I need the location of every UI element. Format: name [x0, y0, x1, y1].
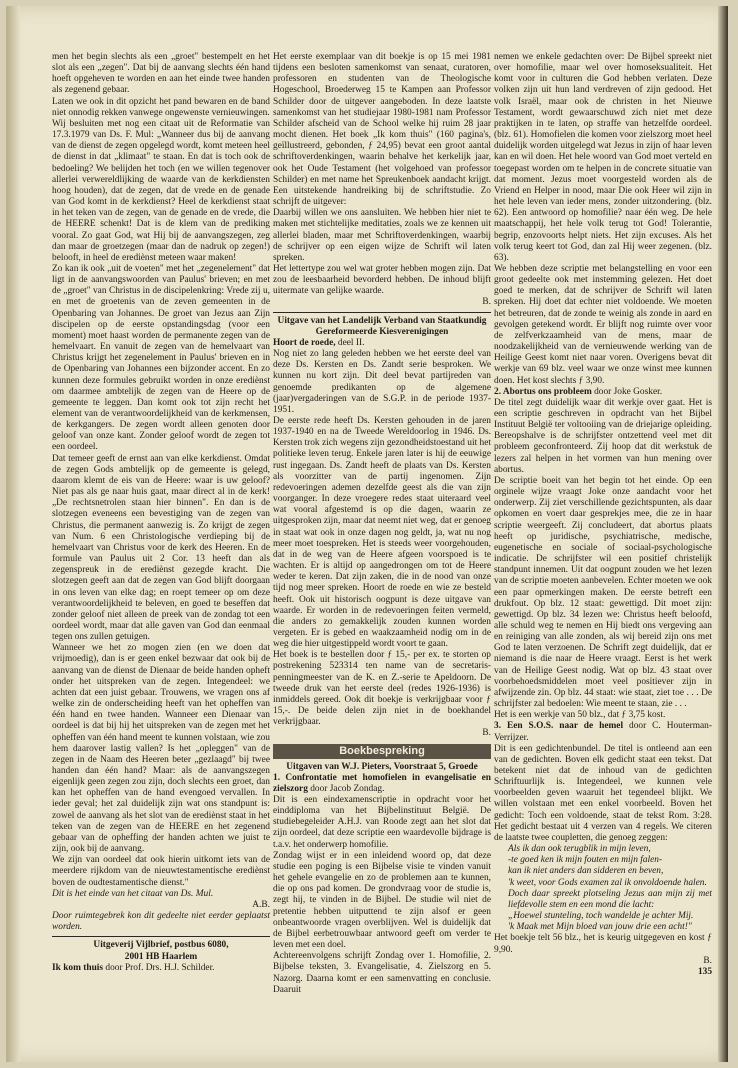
- divider: [52, 936, 270, 937]
- paragraph: De titel zegt duidelijk waar dit werkje over gaat. Het is een scriptie geschreven in opdracht van het Bijbel Instituut België ter voltooiing van de driejarige opleiding. Bereopshalve is de schrijfster ontzettend veel met dit probleem geconfronteerd. Zij hoop dat dit werkstuk de lezers zal helpen in het vormen van hun mening over abortus.: [494, 397, 712, 475]
- column-left: [52, 52, 270, 974]
- paragraph: Laten we ook in dit opzicht het pand bewaren en de band niet onnodig rekken vanwege ongewenste vernieuwingen.: [52, 96, 270, 118]
- book-author: door Prof. Drs. H.J. Schilder.: [103, 962, 215, 973]
- divider: [273, 312, 491, 313]
- book-intro: [494, 387, 712, 398]
- book-author: door C. Houterman-Verrijzer.: [494, 721, 712, 743]
- paragraph: Dit is een eindexamenscriptie in opdracht voor het einddiploma van het Bijbelinstituut België. De studiebegeleider A.H.J. van Roode zegt aan het slot dat zijn oordeel, dat deze scriptie een waardevolle bijdrage is t.a.v. het onderwerp homofilie.: [273, 795, 491, 850]
- paragraph: Wanneer we het zo mogen zien (en we doen dat vrijmoedig), dan is er geen enkel bezwaar dat ook bij de aanvang van de dienst de Dienaar de beide handen opheft onder het uitspreken van de zegen. Integendeel: we achten dat een juist gebaar. Trouwens, we vragen ons af welke zin de onderscheiding heeft van het opheffen van één hand en twee handen. Wanneer een Dienaar van oordeel is dat bij hij het uitspreken van de zegen met het opheffen van één hand meent te kunnen volstaan, wie zou hem daarover lastig vallen? Is het „opleggen" van de zegen in de Naam des Heeren beter „gezlaagd" bij twee handen dan één hand? Maar: als de aanvangszegen eigenlijk geen zegen zou zijn, doch slechts een groet, dan kan het opheffen van de hand evengoed vervallen. In ieder geval; het zal duidelijk zijn wat ons standpunt is: zowel de aanvang als het slot van de erediènst staat in het teken van de zegen van de HEERE en het zegenend gebaar van de opheffing der handen achten we juist te zijn, ook bij de aanvang.: [52, 643, 270, 855]
- paragraph: Nog niet zo lang geleden hebben we het eerste deel van deze Ds. Kersten en Ds. Zandt serie besproken. We kunnen nu kort zijn. Dit deel bevat partijreden van genoemde predikanten op de algemene (jaar)vergaderingen van de S.G.P. in de periode 1937-1951.: [273, 349, 491, 415]
- page-spine-shadow: [6, 6, 20, 1062]
- column-right: [494, 52, 712, 978]
- poem-line: Als ik dan ook terugblik in mijn leven,: [508, 844, 651, 855]
- author-signature: B.: [482, 297, 491, 308]
- poem-line: -te goed ken ik mijn fouten en mijn falen-: [508, 855, 663, 866]
- paragraph: De scriptie boeit van het begin tot het einde. Op een orginele wijze vraagt Joke onze aandacht voor het onderwerp. Zij ziet verschillende gezichtspunten, als daar opkomen en voert daar gesprekjes mee, die ze in haar scriptie weergeeft. Zij concludeert, dat abortus plaats heeft op juridische, psychiatrische, medische, eugenetische en sociale of sociaal-psychologische indicatie. De schrijfster wil een positief christelijk standpunt innemen. Uit dat oogpunt zouden we het lezen van de scriptie moeten aanbevelen. Echter moeten we ook een paar opmerkingen maken. De eerste betreft een drukfout. Op blz. 12 staat: gewettigd. Dit moet zijn: gewettigd. Op blz. 34 lezen we: Christus heeft beloofd, alle schuld weg te nemen en Hij biedt ons vergeving aan en reiniging van alle zonden, als wij bereid zijn ons met God te laten verzoenen. De Schrift zegt duidelijk, dat er niemand is die naar de Heere vraagt. Eerst is het werk van de Heilige Geest nodig. Wat op blz. 43 staat over voorbehoedsmiddelen moet veel positiever zijn in afwijzende zin. Op blz. 44 staat: wie staat, ziet toe . . . De schrijfster zal bedoelen: Wie meent te staan, zie . . .: [494, 475, 712, 710]
- paragraph: We zijn van oordeel dat ook hierin uitkomt iets van de meerdere rijkdom van de nieuwtestamentische erediènst boven de oudtestamentische dienst.": [52, 855, 270, 888]
- publisher-heading: [52, 940, 270, 962]
- column-middle: [273, 52, 491, 996]
- paragraph: Het lettertype zou wel wat groter hebben mogen zijn. Dat zou de leesbaarheid bevorderd hebben. De inhoud blijft uitermate van gelijke waarde.: [273, 263, 491, 297]
- document-page: [6, 6, 728, 1062]
- book-title: 3. Een S.O.S. naar de hemel: [494, 721, 624, 732]
- book-intro: [273, 338, 491, 349]
- poem-line: 'k weet, voor Gods examen zal ik onvoldoende halen.: [508, 877, 707, 888]
- paragraph: Dit is een gedichtenbundel. De titel is ontleend aan een van de gedichten. Boven elk gedicht staat een tekst. Dat betekent niet dat de inhoud van de gedichten Schriftuurlijk is. Integendeel, we kunnen vele voorbeelden geven waaruit het tegendeel blijkt. We willen volstaan met een enkel voorbeeld. Boven het gedicht: Toch een voldoende, staat de tekst Rom. 3:28. Het gedicht bestaat uit 4 verzen van 4 regels. We citeren de laatste twee coupletten, die genoeg zeggen:: [494, 743, 712, 843]
- book-part: deel II.: [335, 337, 365, 348]
- paragraph: Het boekje telt 56 blz., het is keurig uitgegeven en kost ƒ 9,90.: [494, 933, 712, 955]
- book-title: 2. Abortus ons probleem: [494, 386, 592, 397]
- paragraph: Achtereenvolgens schrijft Zondag over 1. Homofilie, 2. Bijbelse teksten, 3. Evangelisatie, 4. Zielszorg en 5. Nazorg. Daarna komt er een samenvatting en conclusie. Daaruit: [273, 951, 491, 995]
- book-title: 1. Confrontatie met homofielen in evangelisatie en zielszorg: [273, 772, 491, 794]
- poem-line: „Hoewel stunteling, toch wandelde je achter Mij.: [508, 911, 694, 922]
- paragraph: nemen we enkele gedachten over: De Bijbel spreekt niet over homofilie, maar wel over homoseksualiteit. Het komt voor in culturen die God hebben verlaten. Deze volken zijn uit hun land verdreven of zijn gedood. Het volk Israël, maar ook de christen in het Nieuwe Testament, wordt gewaarschuwd zich niet met deze praktijken in te laten, op straffe van hetzelfde oordeel. (blz. 61). Homofielen die komen voor zielszorg moet heel duidelijk worden uitgelegd wat Jezus in zijn of haar leven kan en wil doen. Het hele woord van God moet verteld en toegepast worden om te helpen in de concrete situatie van dat moment. Jezus moet voorgesteld worden als de Vriend en Helper in nood, maar Die ook Heer wil zijn in het hele leven van ieder mens, zonder uitzondering. (blz. 62). Een antwoord op homofilie? naar één weg. De hele maatschappij, het hele volk terug tot God! Tolerantie, begrip, enzovoorts helpt niets. Het zijn excuses. Als het volk terug keert tot God, dan zal Hij weer zegenen. (blz. 63).: [494, 52, 712, 263]
- space-notice: Door ruimtegebrek kon dit gedeelte niet eerder geplaatst worden.: [52, 911, 270, 933]
- poem-line: Doch daar spreekt plotseling Jezus aan mijn zij met liefdevolle stem en een mond die lacht:: [508, 888, 712, 910]
- poem-line: kan ik niet anders dan sidderen en beven,: [508, 866, 664, 877]
- book-intro: [52, 963, 270, 974]
- book-intro: [494, 721, 712, 743]
- poem-quote: [494, 844, 712, 933]
- poem-line: 'k Maak met Mijn bloed van jouw drie een acht!": [508, 922, 692, 933]
- paragraph: Wij besluiten met nog een citaat uit de Reformatie van 17.3.1979 van Ds. F. Mul: „Wanneer dus bij de aanvang van de dienst de zegen opgelegd wordt, komt meteen heel de dienst in dat „klimaat" te staan. En dat is toch ook de bedoeling? We belijden het toch (en we willen tegenover allerlei verwereldlijking de waarde van de kerkdiensten hoog houden), dat de zegen, dat de vrede en de genade van God komt in de kerkdienst? Heel de kerkdienst staat in het teken van de zegen, van de genade en de vrede, die de HEERE schenkt! Dat is de klem van de prediking vooral. Zo gaat God, wat Hij bij de aanvangszegen, zeg dan maar de groetzegen (maar dan de nadruk op zegen!) belooft, in heel de erediènst meteen waar maken!: [52, 118, 270, 263]
- book-title: Hoort de roede,: [273, 337, 336, 348]
- paragraph: Het eerste exemplaar van dit boekje is op 15 mei 1981 tijdens een besloten samenkomst van senaat, curatoren, professoren en studenten van de Theologische Hogeschool, Broederweg 15 te Kampen aan Professor Schilder door de uitgever aangeboden. In deze laatste samenkomst van het studiejaar 1980-1981 nam Professor Schilder afscheid van de School welke hij ruim 28 jaar mocht dienen. Het boek „Ik kom thuis" (160 pagina's, geïllustreerd, gebonden, ƒ 24,95) bevat een groot aantal schriftoverdenkingen, waarin behalve het kerkelijk jaar, ook het Oude Testament (het volgehoed van professor Schilder) en met name het Spreukenboek aandacht krijgt. Een uitstekende handreiking bij de schriftstudie. Zo schrijft de uitgever:: [273, 52, 491, 208]
- paragraph: Het is een werkje van 50 blz., dat ƒ 3,75 kost.: [494, 710, 666, 721]
- author-signature: B.: [703, 955, 712, 966]
- paragraph: Dat temeer geeft de ernst aan van elke kerkdienst. Omdat de zegen Gods ambtelijk op de gemeente is gelegd, daarom klemt de eis van de Heere: waar is uw geloof? Niet pas als ge naar huis gaat, maar direct al in de kerk! „De rechtsnetrolen staan hier binnen". En dan is de slotzegen eveneens een bevestiging van de zegen van Christus, die permanent aanwezig is. Zo krijgt de zegen van Num. 6 een Christologische verdieping bij de hemelvaart van Christus voor de kerk des Heeren. En de formule van Paulus uit 2 Cor. 13 heeft dan als zegenspreuk in de erediènst gezegde kracht. Die slotzegen geeft aan dat de zegen van God blijft doorgaan in ons leven van elke dag; en roept temeer op om deze verantwoordelijkheid te beleven, en goed te beseffen dat zonder geloof niet alleen de preek van de zondag tot een oordeel wordt, maar dat alle gaven van God dan eenmaal tegen ons zullen getuigen.: [52, 453, 270, 643]
- book-author: door Jacob Zondag.: [307, 783, 385, 794]
- publisher-line-2: 2001 HB Haarlem: [124, 951, 198, 962]
- citation-end-note: Dit is het einde van het citaat van Ds. Mul.: [52, 888, 214, 899]
- book-intro: [273, 773, 491, 795]
- page-number: 135: [697, 966, 712, 977]
- paragraph: Zondag wijst er in een inleidend woord op, dat deze studie een poging is een Bijbelse visie te vinden vanuit het gehele evangelie en zo de problemen aan te kunnen, die op ons pad komen. De grondvraag voor de studie is, zegt hij, te vinden in de Bijbel. De studie wil niet de pretentie hebben uitputtend te zijn alsof er geen onbeantwoorde vragen overblijven. Wel is duidelijk dat de Bijbel eerbetrouwbaar antwoord geeft om verder te leven met een doel.: [273, 850, 491, 951]
- paragraph: Daarbij willen we ons aansluiten. We hebben hier niet te maken met stichtelijke meditaties, zoals we ze kennen uit allerlei bladen, maar met Schriftoverdenkingen, waarbij de schrijver op een eigen wijze de Schrift wil laten spreken.: [273, 208, 491, 263]
- section-heading: Uitgave van het Landelijk Verband van Staatkundig Gereformeerde Kiesverenigingen: [277, 315, 487, 337]
- paragraph: men het begin slechts als een „groet" bestempelt en het slot als een „zegen". Dat bij de aanvang slechts één hand hoeft opgeheven te worden en aan het einde twee handen als zegenend gebaar.: [52, 52, 270, 96]
- paragraph: We hebben deze scriptie met belangstelling en voor een groot gedeelte ook met instemming gelezen. Het doet goed te merken, dat de schrijver de Schrift wil laten spreken. Hij doet dat echter niet voldoende. We moeten het betreuren, dat de zonde te weinig als zonde in aard en gevolgen getekend wordt. Er blijft nog ruimte over voor de zelfverkzaamheid van de mens, maar de noodzakelijkheid van de vernieuwende werking van de Heilige Geest komt niet naar voren. Overigens bevat dit werkje van 69 blz. veel waar we onze winst mee kunnen doen. Het kost slechts ƒ 3,90.: [494, 263, 712, 386]
- publisher-heading: Uitgaven van W.J. Pieters, Voorstraat 5, Groede: [286, 761, 478, 772]
- section-banner: Boekbespreking: [273, 744, 491, 759]
- author-signature: B.: [482, 728, 491, 739]
- paragraph: De eerste rede heeft Ds. Kersten gehouden in de jaren 1937-1940 en na de Tweede Wereldoorlog in 1946. Ds. Kersten trok zich wegens zijn gezondheidstoestand uit het politieke leven terug. Enkele jaren later is hij de eeuwige rust ingegaan. Ds. Zandt heeft de plaats van Ds. Kersten als voorzitter van de partij ingenomen. Zijn redevoeringen ademen dezelfde geest als die van zijn voorganger. In deze vroegere redes staat uiteraard veel wat vooral afgestemd is op die dagen, waarin ze uitgesproken zijn, maar dat neemt niet weg, dat er genoeg in staat wat ook in onze dagen nog geldt, ja, wat nu nog meer moet toespreken. Het is steeds weer voorgehouden, dat in de weg van de Heere afgeen voorspoed is te wachten. Er is altijd op aangedrongen om tot de Heere weder te keren. Dat zijn zaken, die in de nood van onze tijd nog meer spreken. Hoort de roede en wie ze besteld heeft. Ook uit historisch oogpunt is deze uitgave van waarde. Er worden in de redevoeringen feiten vermeld, die anders zo gemakkelijk zouden kunnen worden vergeten. Er is gebed en waakzaamheid nodig om in de weg die hier uitgestippeld wordt voort te gaan.: [273, 416, 491, 650]
- book-author: door Joke Gosker.: [591, 386, 663, 397]
- book-title: Ik kom thuis: [52, 962, 104, 973]
- paragraph: Het boek is te bestellen door ƒ 15,- per ex. te storten op postrekening 523314 ten name van de secretaris-penningmeester van de K. en Z.-serie te Apeldoorn. De tweede druk van het eerste deel (redes 1926-1936) is inmiddels gereed. Ook dit boekje is verkrijgbaar voor ƒ 15,-. De beide delen zijn niet in de boekhandel verkrijgbaar.: [273, 650, 491, 728]
- publisher-line-1: Uitgeverij Vijlbrief, postbus 6080,: [93, 940, 229, 951]
- page-edge: [718, 6, 728, 1062]
- paragraph: Zo kan ik ook „uit de voeten" met het „zegenelement" dat ligt in de aanvangswoorden van Paulus' brieven; en met de „groet" van Christus in de discipelenkring: Vrede zij u, en met de groetenis van de zeven gemeenten in de Openbaring van Johannes. De groet van Jezus aan Zijn discipelen op de eerste opstandingsdag (voor een moment) moet haast worden de permanente zegen van de hemelvaart. En vanuit de zegen van de hemelvaart van Christus krijgt het zegenelement in Paulus' brieven en in de Openbaring van Johannes een bijzonder accent. En zo kunnen deze formules gebruikt worden in onze erediènst om daarmee ambtelijk de zegen van de Heere op de gemeente te leggen. Dan komt ook tot zijn recht het element van de verantwoordelijkheid van de kerkmensen, de kerkgangers. De zegen wordt alleen genoten door geloof van onze kant. Zonder geloof wordt de zegen tot een oordeel.: [52, 263, 270, 453]
- author-signature: A.B.: [252, 899, 270, 910]
